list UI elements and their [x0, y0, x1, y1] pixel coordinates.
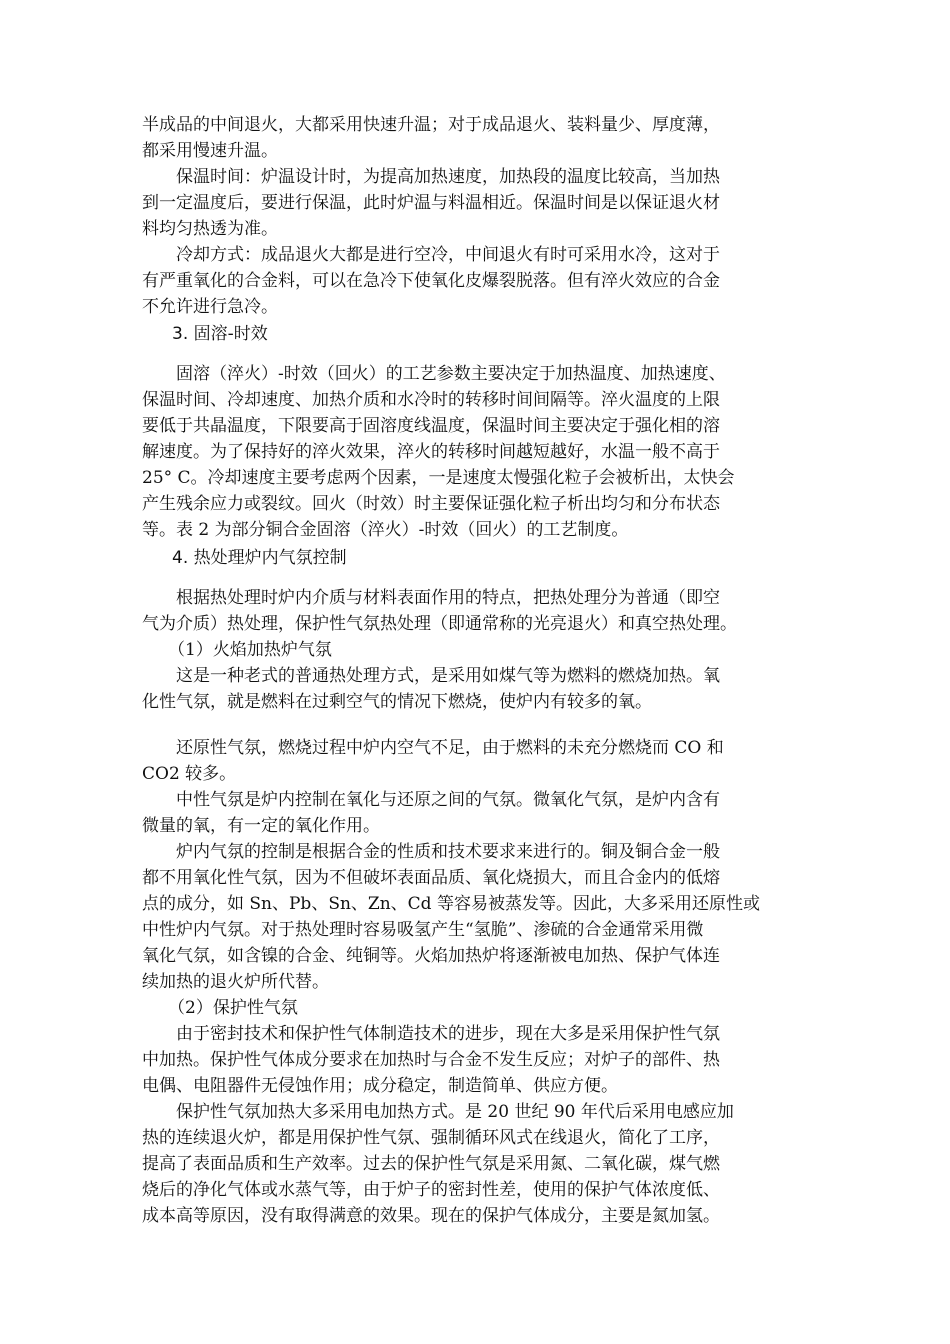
- text-line: 这是一种老式的普通热处理方式，是采用如煤气等为燃料的燃烧加热。氧: [142, 666, 720, 686]
- text-line: 炉内气氛的控制是根据合金的性质和技术要求来进行的。铜及铜合金一般: [142, 842, 720, 862]
- text-line: 还原性气氛，燃烧过程中炉内空气不足，由于燃料的未充分燃烧而 CO 和: [142, 738, 724, 758]
- text-line: 中加热。保护性气体成分要求在加热时与合金不发生反应；对炉子的部件、热: [142, 1050, 720, 1070]
- section-3-paragraph: [142, 361, 812, 543]
- text-line: 料均匀热透为准。: [142, 219, 278, 239]
- text-line: 解速度。为了保持好的淬火效果，淬火的转移时间越短越好，水温一般不高于: [142, 442, 720, 462]
- text-line: 25° C。冷却速度主要考虑两个因素，一是速度太慢强化粒子会被析出，太快会: [142, 468, 735, 488]
- subheading-flame-furnace: （1）火焰加热炉气氛: [168, 640, 332, 660]
- flame-furnace-paragraph: [142, 663, 812, 715]
- text-line: 电偶、电阻器件无侵蚀作用；成分稳定，制造简单、供应方便。: [142, 1076, 618, 1096]
- text-line: CO2 较多。: [142, 764, 237, 784]
- protective-atmosphere-paragraphs: [142, 1021, 812, 1229]
- text-line: 产生残余应力或裂纹。回火（时效）时主要保证强化粒子析出均匀和分布状态: [142, 494, 720, 514]
- intro-paragraphs: [142, 112, 812, 320]
- text-line: 保温时间：炉温设计时，为提高加热速度，加热段的温度比较高，当加热: [142, 167, 720, 187]
- text-line: 要低于共晶温度，下限要高于固溶度线温度，保温时间主要决定于强化相的溶: [142, 416, 720, 436]
- text-line: 微量的氧，有一定的氧化作用。: [142, 816, 380, 836]
- text-line: 气为介质）热处理，保护性气氛热处理（即通常称的光亮退火）和真空热处理。: [142, 614, 737, 634]
- text-line: 到一定温度后，要进行保温，此时炉温与料温相近。保温时间是以保证退火材: [142, 193, 720, 213]
- text-line: 化性气氛，就是燃料在过剩空气的情况下燃烧，使炉内有较多的氧。: [142, 692, 652, 712]
- text-line: 点的成分，如 Sn、Pb、Sn、Zn、Cd 等容易被蒸发等。因此，大多采用还原性或: [142, 894, 760, 914]
- text-line: 不允许进行急冷。: [142, 297, 278, 317]
- subheading-protective-atmosphere: （2）保护性气氛: [168, 998, 298, 1018]
- text-line: 中性炉内气氛。对于热处理时容易吸氢产生“氢脆”、渗硫的合金通常采用微: [142, 920, 704, 940]
- text-line: 烧后的净化气体或水蒸气等，由于炉子的密封性差，使用的保护气体浓度低、: [142, 1180, 720, 1200]
- text-line: 中性气氛是炉内控制在氧化与还原之间的气氛。微氧化气氛，是炉内含有: [142, 790, 720, 810]
- text-line: 保护性气氛加热大多采用电加热方式。是 20 世纪 90 年代后采用电感应加: [142, 1102, 734, 1122]
- text-line: 由于密封技术和保护性气体制造技术的进步，现在大多是采用保护性气氛: [142, 1024, 720, 1044]
- text-line: 有严重氧化的合金料，可以在急冷下使氧化皮爆裂脱落。但有淬火效应的合金: [142, 271, 720, 291]
- text-line: 等。表 2 为部分铜合金固溶（淬火）-时效（回火）的工艺制度。: [142, 520, 629, 540]
- reducing-atmosphere-paragraphs: [142, 735, 812, 995]
- text-line: 根据热处理时炉内介质与材料表面作用的特点，把热处理分为普通（即空: [142, 588, 720, 608]
- text-line: 固溶（淬火）-时效（回火）的工艺参数主要决定于加热温度、加热速度、: [142, 364, 726, 384]
- text-line: 都采用慢速升温。: [142, 141, 278, 161]
- text-line: 提高了表面品质和生产效率。过去的保护性气氛是采用氮、二氧化碳，煤气燃: [142, 1154, 720, 1174]
- text-line: 冷却方式：成品退火大都是进行空冷，中间退火有时可采用水冷，这对于: [142, 245, 720, 265]
- text-line: 续加热的退火炉所代替。: [142, 972, 329, 992]
- section-4-paragraph: [142, 585, 812, 637]
- text-line: 保温时间、冷却速度、加热介质和水冷时的转移时间间隔等。淬火温度的上限: [142, 390, 720, 410]
- section-heading-3: 3. 固溶-时效: [172, 324, 268, 344]
- text-line: 都不用氧化性气氛，因为不但破坏表面品质、氧化烧损大，而且合金内的低熔: [142, 868, 720, 888]
- text-line: 半成品的中间退火，大都采用快速升温；对于成品退火、装料量少、厚度薄，: [142, 115, 720, 135]
- section-heading-4: 4. 热处理炉内气氛控制: [172, 548, 347, 568]
- text-line: 成本高等原因，没有取得满意的效果。现在的保护气体成分，主要是氮加氢。: [142, 1206, 720, 1226]
- text-line: 热的连续退火炉，都是用保护性气氛、强制循环风式在线退火，简化了工序，: [142, 1128, 720, 1148]
- text-line: 氧化气氛，如含镍的合金、纯铜等。火焰加热炉将逐渐被电加热、保护气体连: [142, 946, 720, 966]
